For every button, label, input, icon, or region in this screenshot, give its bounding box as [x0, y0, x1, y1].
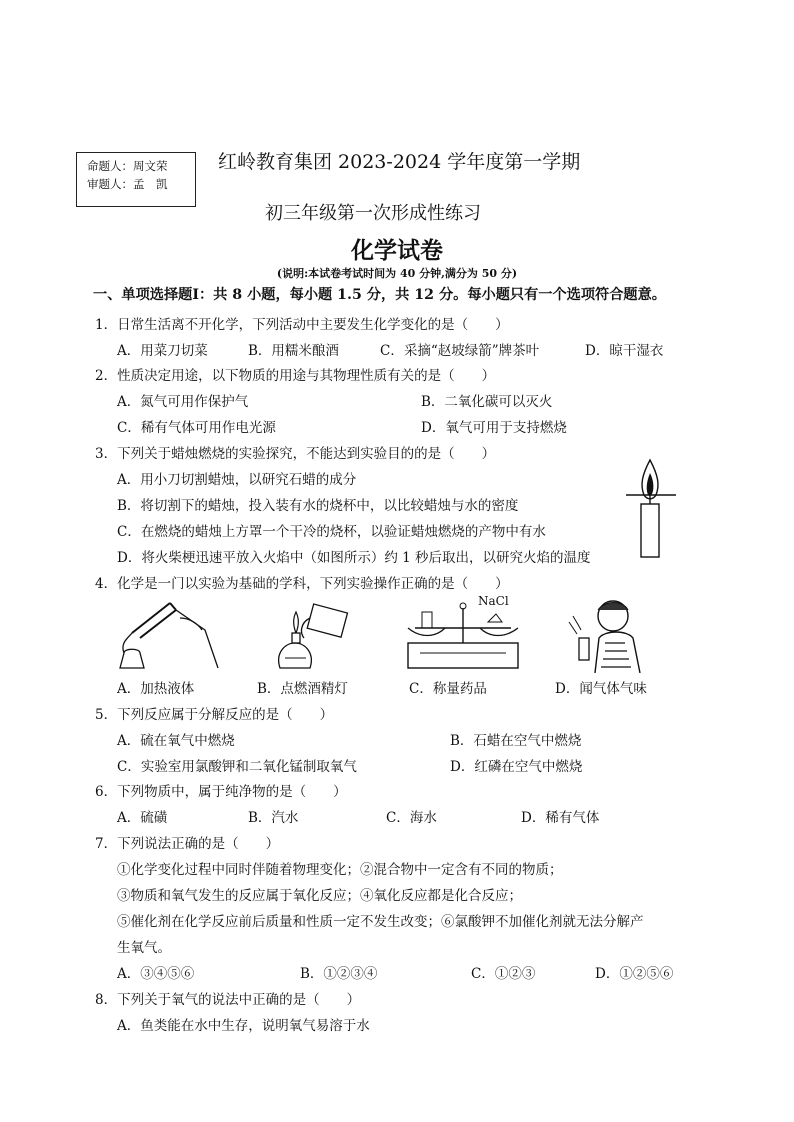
page-title: 化学试卷 — [351, 238, 443, 264]
q7-statement-2: ③物质和氧气发生的反应属于氧化反应；④氧化反应都是化合反应； — [117, 888, 522, 904]
candle-figure — [620, 455, 680, 560]
q3-stem: 3．下列关于蜡烛燃烧的实验探究，不能达到实验目的的是（ ） — [95, 446, 496, 462]
q6-option-b: B．汽水 — [248, 810, 299, 826]
q5-option-a: A．硫在氧气中燃烧 — [117, 733, 235, 749]
q1-option-a: A．用菜刀切菜 — [117, 343, 208, 359]
q6-option-c: C．海水 — [386, 810, 437, 826]
heating-liquid-figure — [110, 598, 220, 673]
q3-option-a: A．用小刀切割蜡烛，以研究石蜡的成分 — [117, 472, 357, 488]
q4-option-a: A．加热液体 — [117, 681, 195, 697]
q1-option-c: C．采摘“赵坡绿箭”牌茶叶 — [380, 343, 540, 359]
q2-option-b: B．二氧化碳可以灭火 — [421, 394, 553, 410]
reviewer-label: 审题人：孟 凯 — [87, 177, 168, 191]
q4-option-c: C．称量药品 — [409, 681, 487, 697]
q4-option-b: B．点燃酒精灯 — [257, 681, 348, 697]
balance-figure — [400, 598, 525, 673]
authors-box — [76, 152, 196, 207]
q7-statement-1: ①化学变化过程中同时伴随着物理变化；②混合物中一定含有不同的物质； — [117, 862, 563, 878]
q2-option-c: C．稀有气体可用作电光源 — [117, 420, 276, 436]
q1-stem: 1．日常生活离不开化学，下列活动中主要发生化学变化的是（ ） — [95, 317, 509, 333]
q3-option-c: C．在燃烧的蜡烛上方罩一个干冷的烧杯，以验证蜡烛燃烧的产物中有水 — [117, 524, 546, 540]
smelling-gas-figure — [565, 598, 655, 673]
setter-label: 命题人：周文荣 — [87, 159, 168, 173]
q2-stem: 2．性质决定用途，以下物质的用途与其物理性质有关的是（ ） — [95, 368, 496, 384]
q4-stem: 4．化学是一门以实验为基础的学科，下列实验操作正确的是（ ） — [95, 576, 509, 592]
q5-option-c: C．实验室用氯酸钾和二氧化锰制取氧气 — [117, 759, 357, 775]
q7-option-c: C．①②③ — [471, 966, 536, 982]
q7-statement-3: ⑤催化剂在化学反应前后质量和性质一定不发生改变；⑥氯酸钾不加催化剂就无法分解产 — [117, 914, 644, 930]
q1-option-d: D．晾干湿衣 — [585, 343, 664, 359]
q5-option-d: D．红磷在空气中燃烧 — [450, 759, 583, 775]
exam-note: (说明:本试卷考试时间为 40 分钟,满分为 50 分) — [276, 267, 518, 280]
q2-option-a: A．氮气可用作保护气 — [117, 394, 249, 410]
nacl-label: NaCl — [478, 594, 509, 608]
q8-stem: 8．下列关于氧气的说法中正确的是（ ） — [95, 992, 361, 1008]
q6-option-a: A．硫磺 — [117, 810, 168, 826]
q6-stem: 6．下列物质中，属于纯净物的是（ ） — [95, 784, 347, 800]
q5-stem: 5．下列反应属于分解反应的是（ ） — [95, 707, 334, 723]
exam-header-line1: 红岭教育集团 2023-2024 学年度第一学期 — [218, 151, 581, 173]
q4-option-d: D．闻气体气味 — [555, 681, 647, 697]
alcohol-lamp-figure — [270, 598, 360, 673]
q7-stem: 7．下列说法正确的是（ ） — [95, 836, 280, 852]
q7-statement-4: 生氧气。 — [117, 940, 171, 956]
q6-option-d: D．稀有气体 — [521, 810, 600, 826]
exam-header-line2: 初三年级第一次形成性练习 — [265, 203, 481, 224]
q5-option-b: B．石蜡在空气中燃烧 — [450, 733, 582, 749]
q7-option-d: D．①②⑤⑥ — [595, 966, 674, 982]
q7-option-a: A．③④⑤⑥ — [117, 966, 195, 982]
q2-option-d: D．氧气可用于支持燃烧 — [421, 420, 567, 436]
q3-option-b: B．将切割下的蜡烛，投入装有水的烧杯中，以比较蜡烛与水的密度 — [117, 498, 519, 514]
q8-option-a: A．鱼类能在水中生存，说明氧气易溶于水 — [117, 1018, 370, 1034]
section-heading: 一、单项选择题I：共 8 小题，每小题 1.5 分，共 12 分。每小题只有一个选项符合题意。 — [93, 287, 666, 303]
q1-option-b: B．用糯米酿酒 — [248, 343, 339, 359]
q3-option-d: D．将火柴梗迅速平放入火焰中（如图所示）约 1 秒后取出，以研究火焰的温度 — [117, 550, 591, 566]
q7-option-b: B．①②③④ — [300, 966, 378, 982]
